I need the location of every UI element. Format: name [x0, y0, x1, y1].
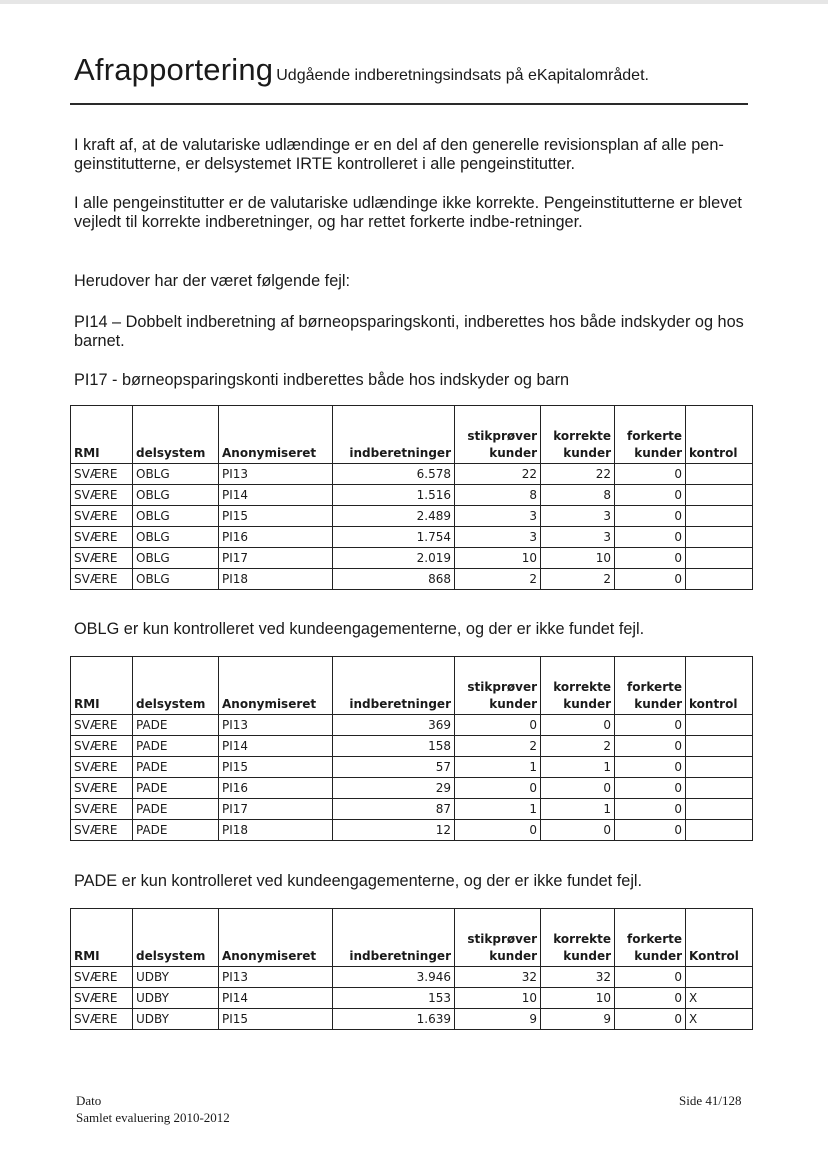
- cell-delsystem: OBLG: [133, 485, 219, 506]
- col-forkerte-line2: kunder: [634, 697, 682, 711]
- cell-stikproever: 10: [455, 988, 541, 1009]
- page-header: [74, 52, 649, 88]
- cell-anonymiseret: PI13: [219, 715, 333, 736]
- cell-indberetninger: 868: [333, 569, 455, 590]
- cell-forkerte: 0: [615, 464, 686, 485]
- cell-korrekte: 32: [541, 967, 615, 988]
- cell-stikproever: 3: [455, 527, 541, 548]
- cell-delsystem: PADE: [133, 820, 219, 841]
- cell-delsystem: PADE: [133, 778, 219, 799]
- cell-stikproever: 3: [455, 506, 541, 527]
- cell-rmi: SVÆRE: [71, 757, 133, 778]
- paragraph-pi17: PI17 - børneopsparingskonti indberettes både hos indskyder og barn: [74, 371, 570, 389]
- cell-rmi: SVÆRE: [71, 736, 133, 757]
- table-row: [71, 464, 753, 485]
- col-korrekte-line1: korrekte: [553, 680, 611, 694]
- cell-rmi: SVÆRE: [71, 967, 133, 988]
- cell-stikproever: 2: [455, 569, 541, 590]
- cell-forkerte: 0: [615, 715, 686, 736]
- cell-forkerte: 0: [615, 778, 686, 799]
- cell-anonymiseret: PI16: [219, 778, 333, 799]
- col-forkerte-line1: forkerte: [627, 429, 682, 443]
- cell-forkerte: 0: [615, 548, 686, 569]
- paragraph-pade-result: PADE er kun kontrolleret ved kundeengagementerne, og der er ikke fundet fejl.: [74, 872, 643, 890]
- col-forkerte: [615, 909, 686, 967]
- cell-forkerte: 0: [615, 967, 686, 988]
- cell-indberetninger: 1.639: [333, 1009, 455, 1030]
- paragraph-fejl-intro: Herudover har der været følgende fejl:: [74, 272, 351, 290]
- table-row: [71, 506, 753, 527]
- cell-forkerte: 0: [615, 485, 686, 506]
- table-row: [71, 569, 753, 590]
- cell-kontrol: [686, 799, 753, 820]
- col-indberetninger: indberetninger: [333, 909, 455, 967]
- table-row: [71, 757, 753, 778]
- cell-anonymiseret: PI15: [219, 757, 333, 778]
- cell-rmi: SVÆRE: [71, 548, 133, 569]
- cell-korrekte: 8: [541, 485, 615, 506]
- cell-rmi: SVÆRE: [71, 569, 133, 590]
- page-title: Afrapportering: [74, 52, 274, 87]
- paragraph-pi14: PI14 – Dobbelt indberetning af børneopsparingskonti, indberettes hos både indskyder og hos barnet.: [74, 313, 744, 350]
- paragraph-revisionsplan: I kraft af, at de valutariske udlændinge er en del af den generelle revisionsplan af alle pen-geinstitutterne, er delsystemet IRTE kontrolleret i alle pengeinstitutter.: [74, 136, 724, 173]
- col-korrekte-line2: kunder: [563, 697, 611, 711]
- cell-indberetninger: 158: [333, 736, 455, 757]
- cell-kontrol: [686, 778, 753, 799]
- cell-forkerte: 0: [615, 1009, 686, 1030]
- cell-delsystem: UDBY: [133, 988, 219, 1009]
- cell-stikproever: 0: [455, 820, 541, 841]
- table-row: [71, 778, 753, 799]
- paragraph-oblg-result: OBLG er kun kontrolleret ved kundeengagementerne, og der er ikke fundet fejl.: [74, 620, 645, 638]
- cell-stikproever: 9: [455, 1009, 541, 1030]
- cell-kontrol: X: [686, 988, 753, 1009]
- cell-rmi: SVÆRE: [71, 464, 133, 485]
- col-stikproever-line1: stikprøver: [467, 680, 537, 694]
- cell-stikproever: 1: [455, 757, 541, 778]
- cell-anonymiseret: PI14: [219, 736, 333, 757]
- table-row: [71, 527, 753, 548]
- cell-kontrol: [686, 715, 753, 736]
- page-number: Side 41/128: [679, 1093, 742, 1108]
- col-stikproever-line2: kunder: [489, 446, 537, 460]
- col-stikproever-line1: stikprøver: [467, 429, 537, 443]
- cell-stikproever: 10: [455, 548, 541, 569]
- col-rmi: RMI: [71, 909, 133, 967]
- table-row: [71, 967, 753, 988]
- cell-stikproever: 8: [455, 485, 541, 506]
- cell-korrekte: 10: [541, 988, 615, 1009]
- col-stikproever-line1: stikprøver: [467, 932, 537, 946]
- cell-kontrol: X: [686, 1009, 753, 1030]
- page-subtitle: Udgående indberetningsindsats på eKapitalområdet.: [276, 67, 649, 84]
- page-footer-left: [76, 1092, 230, 1126]
- cell-delsystem: PADE: [133, 799, 219, 820]
- cell-kontrol: [686, 967, 753, 988]
- cell-anonymiseret: PI13: [219, 464, 333, 485]
- cell-stikproever: 2: [455, 736, 541, 757]
- cell-indberetninger: 87: [333, 799, 455, 820]
- cell-korrekte: 3: [541, 527, 615, 548]
- col-forkerte-line1: forkerte: [627, 932, 682, 946]
- table-oblg: [70, 405, 753, 590]
- cell-rmi: SVÆRE: [71, 506, 133, 527]
- cell-forkerte: 0: [615, 569, 686, 590]
- cell-indberetninger: 1.516: [333, 485, 455, 506]
- paragraph-valutariske: I alle pengeinstitutter er de valutariske udlændinge ikke korrekte. Pengeinstitutterne er blevet vejledt til korrekte indberetninger, og har rettet forkerte indbe-retninger.: [74, 194, 742, 231]
- cell-delsystem: UDBY: [133, 1009, 219, 1030]
- cell-stikproever: 1: [455, 799, 541, 820]
- col-kontrol: Kontrol: [686, 909, 753, 967]
- col-kontrol: kontrol: [686, 657, 753, 715]
- cell-kontrol: [686, 485, 753, 506]
- table-row: [71, 548, 753, 569]
- col-forkerte-line2: kunder: [634, 949, 682, 963]
- col-stikproever: [455, 909, 541, 967]
- cell-anonymiseret: PI17: [219, 799, 333, 820]
- cell-rmi: SVÆRE: [71, 988, 133, 1009]
- col-forkerte-line1: forkerte: [627, 680, 682, 694]
- cell-kontrol: [686, 569, 753, 590]
- cell-rmi: SVÆRE: [71, 485, 133, 506]
- cell-kontrol: [686, 527, 753, 548]
- cell-rmi: SVÆRE: [71, 778, 133, 799]
- cell-korrekte: 2: [541, 736, 615, 757]
- cell-kontrol: [686, 736, 753, 757]
- cell-indberetninger: 29: [333, 778, 455, 799]
- col-rmi: RMI: [71, 406, 133, 464]
- table-row: [71, 988, 753, 1009]
- cell-stikproever: 0: [455, 778, 541, 799]
- cell-forkerte: 0: [615, 757, 686, 778]
- cell-rmi: SVÆRE: [71, 527, 133, 548]
- col-anonymiseret: Anonymiseret: [219, 657, 333, 715]
- cell-korrekte: 0: [541, 715, 615, 736]
- cell-anonymiseret: PI18: [219, 820, 333, 841]
- cell-indberetninger: 2.019: [333, 548, 455, 569]
- cell-kontrol: [686, 757, 753, 778]
- cell-delsystem: PADE: [133, 736, 219, 757]
- col-korrekte-line2: kunder: [563, 446, 611, 460]
- cell-indberetninger: 1.754: [333, 527, 455, 548]
- cell-indberetninger: 153: [333, 988, 455, 1009]
- cell-anonymiseret: PI14: [219, 485, 333, 506]
- cell-kontrol: [686, 548, 753, 569]
- cell-delsystem: OBLG: [133, 464, 219, 485]
- cell-anonymiseret: PI15: [219, 506, 333, 527]
- table-pade: [70, 656, 753, 841]
- cell-delsystem: OBLG: [133, 506, 219, 527]
- cell-anonymiseret: PI18: [219, 569, 333, 590]
- cell-anonymiseret: PI13: [219, 967, 333, 988]
- cell-kontrol: [686, 506, 753, 527]
- col-stikproever: [455, 657, 541, 715]
- col-korrekte: [541, 909, 615, 967]
- cell-anonymiseret: PI16: [219, 527, 333, 548]
- cell-korrekte: 9: [541, 1009, 615, 1030]
- cell-indberetninger: 6.578: [333, 464, 455, 485]
- cell-indberetninger: 369: [333, 715, 455, 736]
- cell-forkerte: 0: [615, 527, 686, 548]
- cell-korrekte: 0: [541, 778, 615, 799]
- cell-korrekte: 1: [541, 757, 615, 778]
- col-forkerte: [615, 406, 686, 464]
- cell-rmi: SVÆRE: [71, 799, 133, 820]
- cell-kontrol: [686, 464, 753, 485]
- cell-delsystem: OBLG: [133, 527, 219, 548]
- table-udby: [70, 908, 753, 1030]
- cell-stikproever: 32: [455, 967, 541, 988]
- table-row: [71, 485, 753, 506]
- page-edge: [0, 0, 828, 4]
- cell-stikproever: 22: [455, 464, 541, 485]
- cell-korrekte: 2: [541, 569, 615, 590]
- cell-indberetninger: 57: [333, 757, 455, 778]
- cell-anonymiseret: PI14: [219, 988, 333, 1009]
- table-row: [71, 736, 753, 757]
- cell-indberetninger: 2.489: [333, 506, 455, 527]
- cell-anonymiseret: PI17: [219, 548, 333, 569]
- col-anonymiseret: Anonymiseret: [219, 406, 333, 464]
- col-rmi: RMI: [71, 657, 133, 715]
- col-korrekte-line1: korrekte: [553, 429, 611, 443]
- col-korrekte: [541, 657, 615, 715]
- cell-delsystem: UDBY: [133, 967, 219, 988]
- col-forkerte-line2: kunder: [634, 446, 682, 460]
- col-stikproever-line2: kunder: [489, 949, 537, 963]
- cell-rmi: SVÆRE: [71, 1009, 133, 1030]
- cell-delsystem: OBLG: [133, 548, 219, 569]
- table-header-row: [71, 406, 753, 464]
- table-header-row: [71, 909, 753, 967]
- cell-forkerte: 0: [615, 820, 686, 841]
- cell-indberetninger: 12: [333, 820, 455, 841]
- footer-dato: Dato: [76, 1093, 102, 1108]
- col-delsystem: delsystem: [133, 909, 219, 967]
- cell-stikproever: 0: [455, 715, 541, 736]
- col-delsystem: delsystem: [133, 406, 219, 464]
- cell-delsystem: OBLG: [133, 569, 219, 590]
- cell-forkerte: 0: [615, 736, 686, 757]
- col-korrekte-line2: kunder: [563, 949, 611, 963]
- table-header-row: [71, 657, 753, 715]
- col-stikproever-line2: kunder: [489, 697, 537, 711]
- col-kontrol: kontrol: [686, 406, 753, 464]
- table-row: [71, 715, 753, 736]
- col-indberetninger: indberetninger: [333, 406, 455, 464]
- col-anonymiseret: Anonymiseret: [219, 909, 333, 967]
- cell-forkerte: 0: [615, 799, 686, 820]
- cell-korrekte: 3: [541, 506, 615, 527]
- cell-anonymiseret: PI15: [219, 1009, 333, 1030]
- cell-forkerte: 0: [615, 506, 686, 527]
- cell-forkerte: 0: [615, 988, 686, 1009]
- header-rule: [70, 103, 748, 105]
- cell-delsystem: PADE: [133, 715, 219, 736]
- cell-kontrol: [686, 820, 753, 841]
- table-row: [71, 820, 753, 841]
- table-row: [71, 799, 753, 820]
- cell-korrekte: 10: [541, 548, 615, 569]
- col-delsystem: delsystem: [133, 657, 219, 715]
- col-indberetninger: indberetninger: [333, 657, 455, 715]
- cell-rmi: SVÆRE: [71, 715, 133, 736]
- table-row: [71, 1009, 753, 1030]
- col-korrekte: [541, 406, 615, 464]
- cell-rmi: SVÆRE: [71, 820, 133, 841]
- cell-delsystem: PADE: [133, 757, 219, 778]
- col-forkerte: [615, 657, 686, 715]
- col-korrekte-line1: korrekte: [553, 932, 611, 946]
- cell-korrekte: 22: [541, 464, 615, 485]
- cell-korrekte: 0: [541, 820, 615, 841]
- footer-document-name: Samlet evaluering 2010-2012: [76, 1110, 230, 1125]
- col-stikproever: [455, 406, 541, 464]
- cell-indberetninger: 3.946: [333, 967, 455, 988]
- cell-korrekte: 1: [541, 799, 615, 820]
